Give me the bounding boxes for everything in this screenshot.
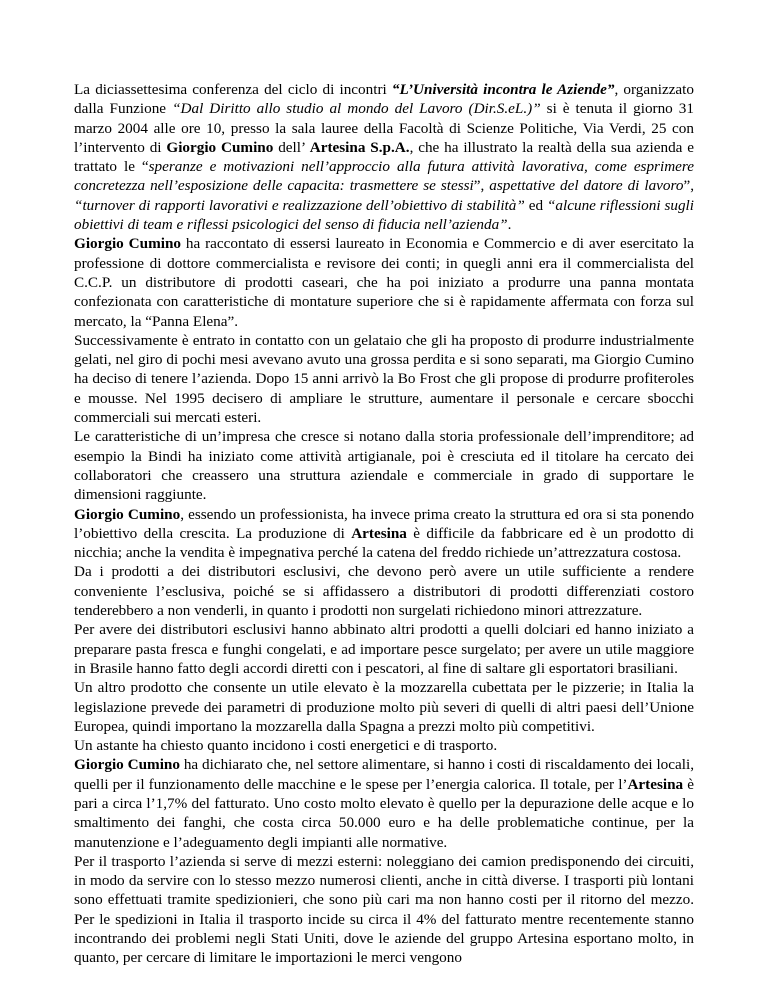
text-run: ha raccontato di essersi laureato in Economia e Commercio e di aver esercitato la professione di dottore commercialista e revisore dei conti; in quegli anni era il commercialista del C.C.P. un distributore di prodotti caseari, che ha poi iniziato a produrre una panna montata confezionata con caratteristiche di montature superiore che si è rapidamente affermata con forza sul mercato, la “Panna Elena”. [74, 235, 694, 330]
italic-text-run: “alcune riflessioni sugli obiettivi di team e riflessi psicologici del senso di fiducia nell’azienda” [74, 196, 694, 234]
bold-text-run: Artesina [627, 775, 684, 793]
text-run: Per avere dei distributori esclusivi hanno abbinato altri prodotti a quelli dolciari ed hanno iniziato a preparare pasta fresca e funghi congelati, e ad importare pesce surgelato; per avere un utile maggiore in Brasile hanno fatto degli accordi diretti con i pescatori, al fine di saltare gli esportatori brasiliani. [74, 621, 694, 677]
paragraph [74, 755, 694, 851]
paragraph [74, 80, 694, 234]
paragraph [74, 234, 694, 330]
text-run: Per il trasporto l’azienda si serve di mezzi esterni: noleggiano dei camion predisponendo dei circuiti, in modo da servire con lo stesso mezzo numerosi clienti, anche in città diverse. I trasporti più lontani sono effettuati tramite spedizionieri, che sono più cari ma non hanno costi per il ritorno del mezzo. Per le spedizioni in Italia il trasporto incide su circa il 4% del fatturato mentre recentemente stanno incontrando dei problemi negli Stati Uniti, dove le aziende del gruppo Artesina esportano molto, in quanto, per cercare di limitare le importazioni le merci vengono [74, 852, 694, 967]
paragraph [74, 505, 694, 563]
text-run: . [507, 216, 512, 234]
text-run: ha dichiarato che, nel settore alimentare, si hanno i costi di riscaldamento dei locali, quelli per il funzionamento delle macchine e le spese per l’energia calorica. Il totale, per l’ [74, 756, 694, 793]
text-run: dell’ [273, 138, 310, 156]
paragraph [74, 852, 694, 968]
text-run: , che ha illustrato la realtà della sua azienda e trattato le “ [74, 138, 694, 176]
paragraph [74, 427, 694, 504]
text-run: ”, [473, 177, 490, 195]
bold-text-run: Artesina S.p.A. [309, 138, 410, 156]
italic-text-run: “turnover di rapporti lavorativi e realizzazione dell’obiettivo di stabilità” [74, 196, 525, 214]
text-run: Le caratteristiche di un’impresa che cresce si notano dalla storia professionale dell’imprenditore; ad esempio la Bindi ha iniziato come attività artigianale, poi è cresciuta ed il titolare ha cercato dei collaboratori che creassero una struttura aziendale e commerciale in grado di supportare le dimensioni raggiunte. [74, 428, 694, 504]
text-run: Da i prodotti a dei distributori esclusivi, che devono però avere un utile sufficiente a rendere conveniente l’esclusiva, poiché se si affidassero a distributori di prodotti differenziati costoro tenderebbero a non venderli, in quanto i prodotti non surgelati richiedono minori attrezzature. [74, 563, 694, 620]
bold-text-run: Giorgio Cumino [74, 756, 180, 774]
bold-text-run: Artesina [351, 524, 407, 542]
text-run: ed [524, 196, 547, 214]
text-run: Un astante ha chiesto quanto incidono i costi energetici e di trasporto. [74, 737, 498, 755]
text-run: è pari a circa l’1,7% del fatturato. Uno costo molto elevato è quello per la depurazione delle acque e lo smaltimento dei fanghi, che costa circa 50.000 euro e ha delle problematiche continue, per la manutenzione e l’adeguamento degli impianti alle normative. [74, 775, 694, 851]
italic-text-run: speranze e motivazioni nell’approccio alla futura attività lavorativa, come esprimere concretezza nell’esposizione delle capacita: trasmettere se stessi [74, 158, 694, 195]
text-run: ”, [683, 177, 694, 195]
text-run: La diciassettesima conferenza del ciclo di incontri [74, 81, 392, 98]
italic-text-run: aspettative del datore di lavoro [489, 177, 684, 195]
paragraph [74, 331, 694, 427]
bold-text-run: Giorgio Cumino [74, 235, 181, 253]
text-run: si è tenuta il giorno 31 marzo 2004 alle ore 10, presso la sala lauree della Facoltà di Scienze Politiche, Via Verdi, 25 con l’intervento di [74, 100, 694, 156]
paragraph [74, 562, 694, 620]
bold-text-run: Giorgio Cumino [166, 138, 274, 156]
italic-text-run: “Dal Diritto allo studio al mondo del Lavoro (Dir.S.eL.)” [172, 100, 541, 118]
paragraph [74, 620, 694, 678]
text-run: Successivamente è entrato in contatto con un gelataio che gli ha proposto di produrre industrialmente gelati, nel giro di pochi mesi avevano avuto una grossa perdita e si sono separati, ma Giorgio Cumino ha deciso di tenere l’azienda. Dopo 15 anni arrivò la Bo Frost che gli propose di produrre profiteroles e mousse. Nel 1995 decisero di ampliare le strutture, aumentare il personale e cercare sbocchi commerciali sui mercati esteri. [74, 331, 694, 427]
text-run: Un altro prodotto che consente un utile elevato è la mozzarella cubettata per le pizzerie; in Italia la legislazione prevede dei parametri di produzione molto più severi di quelli di altri paesi dell’Unione Europea, quindi importano la mozzarella dalla Spagna a prezzi molto più competitivi. [74, 679, 694, 735]
text-run: , organizzato dalla Funzione [74, 81, 694, 118]
paragraph [74, 736, 694, 755]
document-body [74, 80, 694, 968]
bold-italic-text-run: “L’Università incontra le Aziende” [391, 81, 615, 98]
bold-text-run: Giorgio Cumino [74, 505, 181, 523]
text-run: , essendo un professionista, ha invece prima creato la struttura ed ora si sta ponendo l’obiettivo della crescita. La produzione di [74, 505, 694, 542]
paragraph [74, 678, 694, 736]
text-run: è difficile da fabbricare ed è un prodotto di nicchia; anche la vendita è impegnativa perché la catena del freddo richiede un’attrezzatura costosa. [74, 524, 694, 562]
